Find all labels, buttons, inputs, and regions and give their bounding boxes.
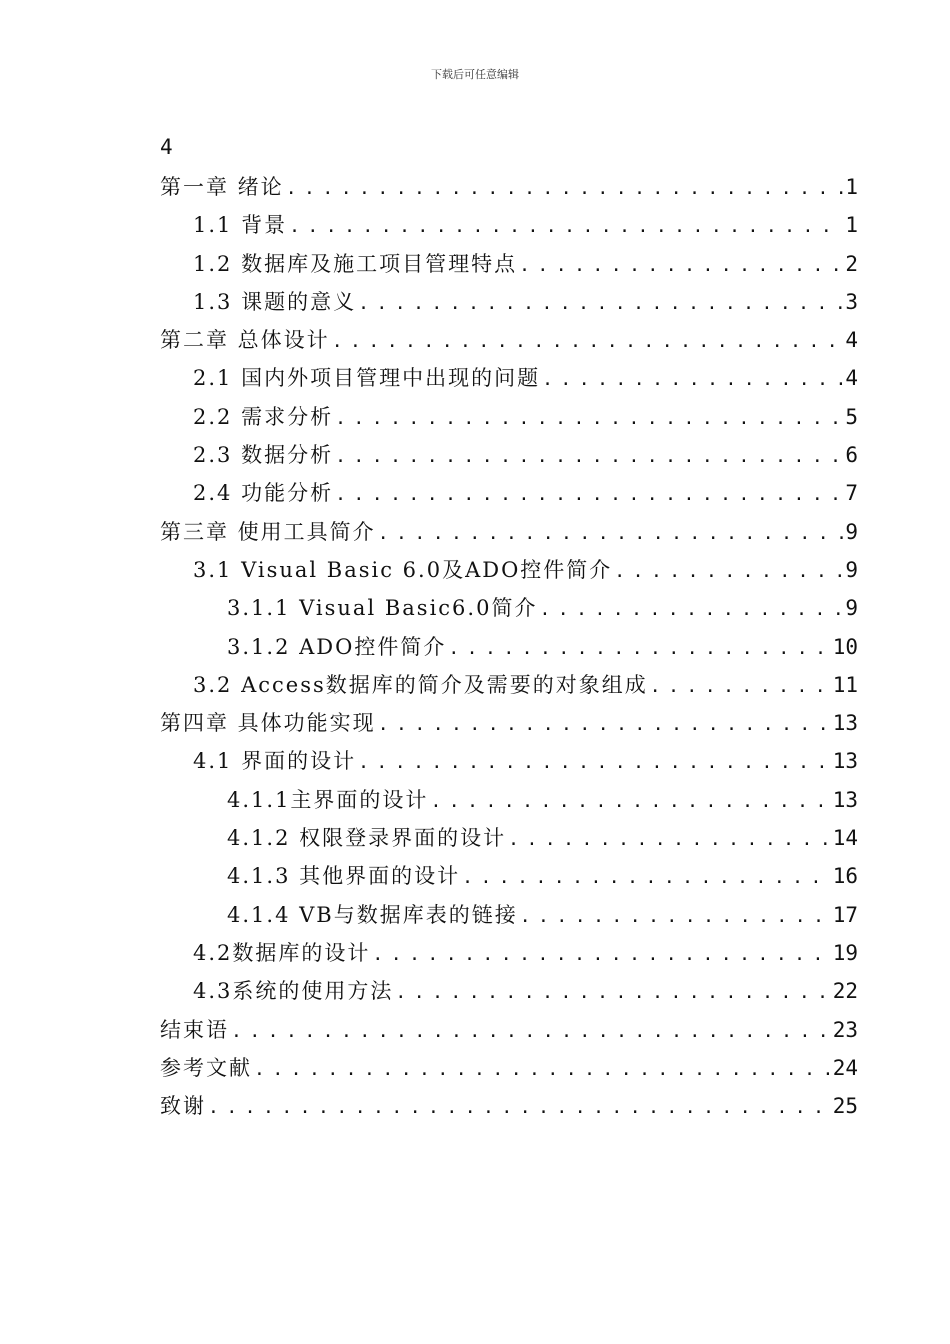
toc-dot-leader <box>378 706 831 744</box>
toc-dot-leader <box>395 974 830 1012</box>
toc-entry[interactable] <box>160 168 858 206</box>
toc-dot-leader <box>358 285 843 323</box>
toc-entry-title: 致谢 <box>160 1094 206 1119</box>
toc-dot-leader <box>614 553 843 591</box>
toc-entry[interactable] <box>160 359 858 397</box>
toc-dot-leader <box>378 515 844 553</box>
toc-dot-leader <box>231 1013 831 1051</box>
toc-entry[interactable] <box>160 1087 858 1125</box>
toc-entry-page: 23 <box>832 1017 858 1042</box>
toc-dot-leader <box>650 668 831 706</box>
page-header-note: 下载后可任意编辑 <box>431 68 519 81</box>
toc-entry-page: 19 <box>832 940 858 965</box>
toc-dot-leader <box>448 630 830 668</box>
toc-entry-page: 11 <box>832 672 858 697</box>
toc-entry[interactable] <box>160 474 858 512</box>
toc-dot-leader <box>286 170 844 208</box>
toc-entry-title: 2.4 功能分析 <box>193 481 334 506</box>
toc-entry-title: 4.2数据库的设计 <box>193 940 371 965</box>
toc-entry[interactable] <box>160 934 858 972</box>
toc-entry-page: 6 <box>845 443 858 468</box>
toc-entry[interactable] <box>160 742 858 780</box>
toc-entry-title: 4.1.2 权限登录界面的设计 <box>227 826 507 851</box>
toc-entry-page: 13 <box>832 749 858 774</box>
toc-entry[interactable] <box>160 704 858 742</box>
toc-entry[interactable] <box>160 896 858 934</box>
toc-dot-leader <box>542 361 843 399</box>
toc-entry-page: 1 <box>845 213 858 238</box>
toc-entry[interactable] <box>160 666 858 704</box>
toc-entry-title: 4.3系统的使用方法 <box>193 979 394 1004</box>
toc-entry[interactable] <box>160 245 858 283</box>
toc-entry-title: 第二章 总体设计 <box>160 328 330 353</box>
toc-dot-leader <box>289 208 843 246</box>
toc-entry[interactable] <box>160 972 858 1010</box>
toc-entry[interactable] <box>160 206 858 244</box>
toc-entry-title: 1.2 数据库及施工项目管理特点 <box>193 251 518 276</box>
toc-entry[interactable] <box>160 551 858 589</box>
toc-entry-title: 2.1 国内外项目管理中出现的问题 <box>193 366 541 391</box>
toc-entry-page: 17 <box>832 902 858 927</box>
toc-dot-leader <box>335 476 843 514</box>
toc-entry-page: 7 <box>845 481 858 506</box>
toc-entry-page: 2 <box>845 251 858 276</box>
toc-entry-page: 14 <box>832 826 858 851</box>
toc-entry-title: 1.3 课题的意义 <box>193 289 357 314</box>
toc-entry-title: 2.2 需求分析 <box>193 404 334 429</box>
toc-entry-page: 13 <box>832 787 858 812</box>
toc-dot-leader <box>254 1051 831 1089</box>
toc-entry[interactable] <box>160 589 858 627</box>
toc-entry[interactable] <box>160 283 858 321</box>
toc-entry-title: 3.1.1 Visual Basic6.0简介 <box>227 596 538 621</box>
toc-entry-page: 9 <box>845 519 858 544</box>
toc-entry-page: 16 <box>832 864 858 889</box>
toc-entry-title: 第四章 具体功能实现 <box>160 711 376 736</box>
toc-entry-page: 3 <box>845 289 858 314</box>
toc-dot-leader <box>335 438 843 476</box>
toc-dot-leader <box>335 400 843 438</box>
toc-entry-title: 3.2 Access数据库的简介及需要的对象组成 <box>193 672 648 697</box>
toc-entry-page: 13 <box>832 711 858 736</box>
toc-entry-title: 3.1.2 ADO控件简介 <box>227 634 447 659</box>
toc-entry-page: 4 <box>845 366 858 391</box>
toc-entry-title: 3.1 Visual Basic 6.0及ADO控件简介 <box>193 557 613 582</box>
toc-entry[interactable] <box>160 398 858 436</box>
toc-entry-page: 10 <box>832 634 858 659</box>
toc-entry-title: 2.3 数据分析 <box>193 443 334 468</box>
toc-entry-page: 1 <box>845 175 858 199</box>
toc-entry[interactable] <box>160 321 858 359</box>
toc-entry-page: 4 <box>845 328 858 353</box>
toc-entry-title: 4.1.3 其他界面的设计 <box>227 864 461 889</box>
toc-dot-leader <box>372 936 830 974</box>
toc-entry-title: 结束语 <box>160 1017 229 1042</box>
page-number: 4 <box>160 135 173 159</box>
toc-dot-leader <box>462 859 831 897</box>
toc-dot-leader <box>539 591 843 629</box>
toc-entry[interactable] <box>160 857 858 895</box>
toc-dot-leader <box>520 898 831 936</box>
toc-entry[interactable] <box>160 781 858 819</box>
toc-dot-leader <box>332 323 844 361</box>
toc-entry-title: 4.1.1主界面的设计 <box>227 787 429 812</box>
toc-entry-page: 22 <box>832 979 858 1004</box>
toc-dot-leader <box>208 1089 831 1127</box>
toc-entry-page: 24 <box>832 1055 858 1080</box>
toc-entry[interactable] <box>160 819 858 857</box>
toc-entry-title: 4.1.4 VB与数据库表的链接 <box>227 902 518 927</box>
toc-entry[interactable] <box>160 628 858 666</box>
toc-entry[interactable] <box>160 1011 858 1049</box>
toc-entry-title: 1.1 背景 <box>193 213 288 238</box>
toc-entry-page: 5 <box>845 404 858 429</box>
toc-entry-title: 第一章 绪论 <box>160 175 284 199</box>
toc-dot-leader <box>519 247 843 285</box>
toc-entry-page: 9 <box>845 557 858 582</box>
table-of-contents <box>160 168 858 1125</box>
toc-entry-title: 第三章 使用工具简介 <box>160 519 376 544</box>
toc-dot-leader <box>358 744 831 782</box>
toc-dot-leader <box>430 783 830 821</box>
toc-entry-title: 参考文献 <box>160 1055 252 1080</box>
toc-entry-page: 25 <box>832 1094 858 1119</box>
toc-entry[interactable] <box>160 513 858 551</box>
toc-dot-leader <box>508 821 831 859</box>
toc-entry[interactable] <box>160 1049 858 1087</box>
toc-entry[interactable] <box>160 436 858 474</box>
toc-entry-title: 4.1 界面的设计 <box>193 749 357 774</box>
toc-entry-page: 9 <box>845 596 858 621</box>
